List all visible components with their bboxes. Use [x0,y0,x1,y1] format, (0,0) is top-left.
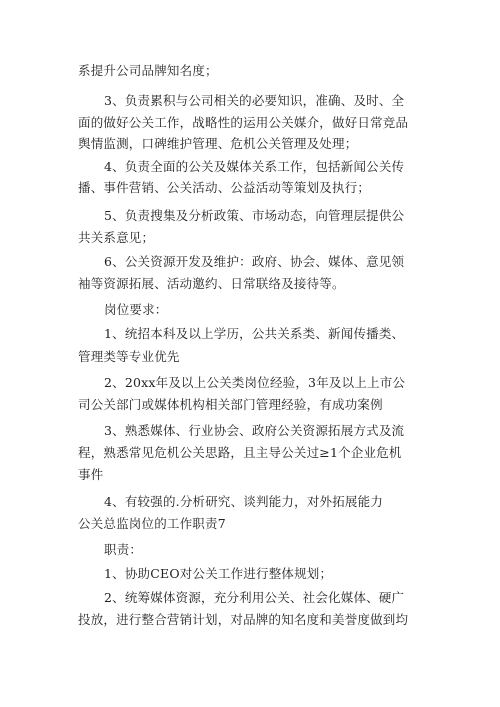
section-title: 公关总监岗位的工作职责7 [78,516,226,531]
text-line: 1、协助CEO对公关工作进行整体规划； [104,566,333,581]
text-line: 司公关部门或媒体机构相关部门管理经验，有成功案例 [78,397,383,412]
text-line: 2、统筹媒体资源，充分利用公关、社会化媒体、硬广 [104,590,405,605]
text-line: 3、熟悉媒体、行业协会、政府公关资源拓展方式及流 [104,423,405,438]
text-line: 共关系意见； [78,230,155,245]
text-line: 系提升公司品牌知名度； [78,63,218,78]
text-line: 面的做好公关工作，战略性的运用公关媒介，做好日常竞品 [78,115,409,130]
text-line: 播、事件营销、公关活动、公益活动等策划及执行； [78,180,371,195]
text-line: 5、负责搜集及分析政策、市场动态，向管理层提供公 [104,208,405,223]
text-line: 管理类等专业优先 [78,349,180,364]
text-line: 投放，进行整合营销计划，对品牌的知名度和美誉度做到均 [78,612,409,627]
text-line: 3、负责累积与公司相关的必要知识，准确、及时、全 [104,93,405,108]
text-line: 4、负责全面的公关及媒体关系工作，包括新闻公关传 [104,159,405,174]
text-line: 袖等资源拓展、活动邀约、日常联络及接待等。 [78,276,345,291]
text-line: 1、统招本科及以上学历，公共关系类、新闻传播类、 [104,326,405,341]
text-line: 程，熟悉常见危机公关思路，且主导公关过≥1个企业危机 [78,445,402,460]
text-line: 6、公关资源开发及维护：政府、协会、媒体、意见领 [104,254,405,269]
text-line: 2、20xx年及以上公关类岗位经验，3年及以上上市公 [104,375,406,390]
text-line: 4、有较强的.分析研究、谈判能力，对外拓展能力 [104,494,384,509]
section-heading: 职责： [104,542,143,557]
text-line: 事件 [78,467,104,482]
text-line: 舆情监测，口碑维护管理、危机公关管理及处理； [78,136,358,151]
section-heading: 岗位要求： [104,302,168,317]
